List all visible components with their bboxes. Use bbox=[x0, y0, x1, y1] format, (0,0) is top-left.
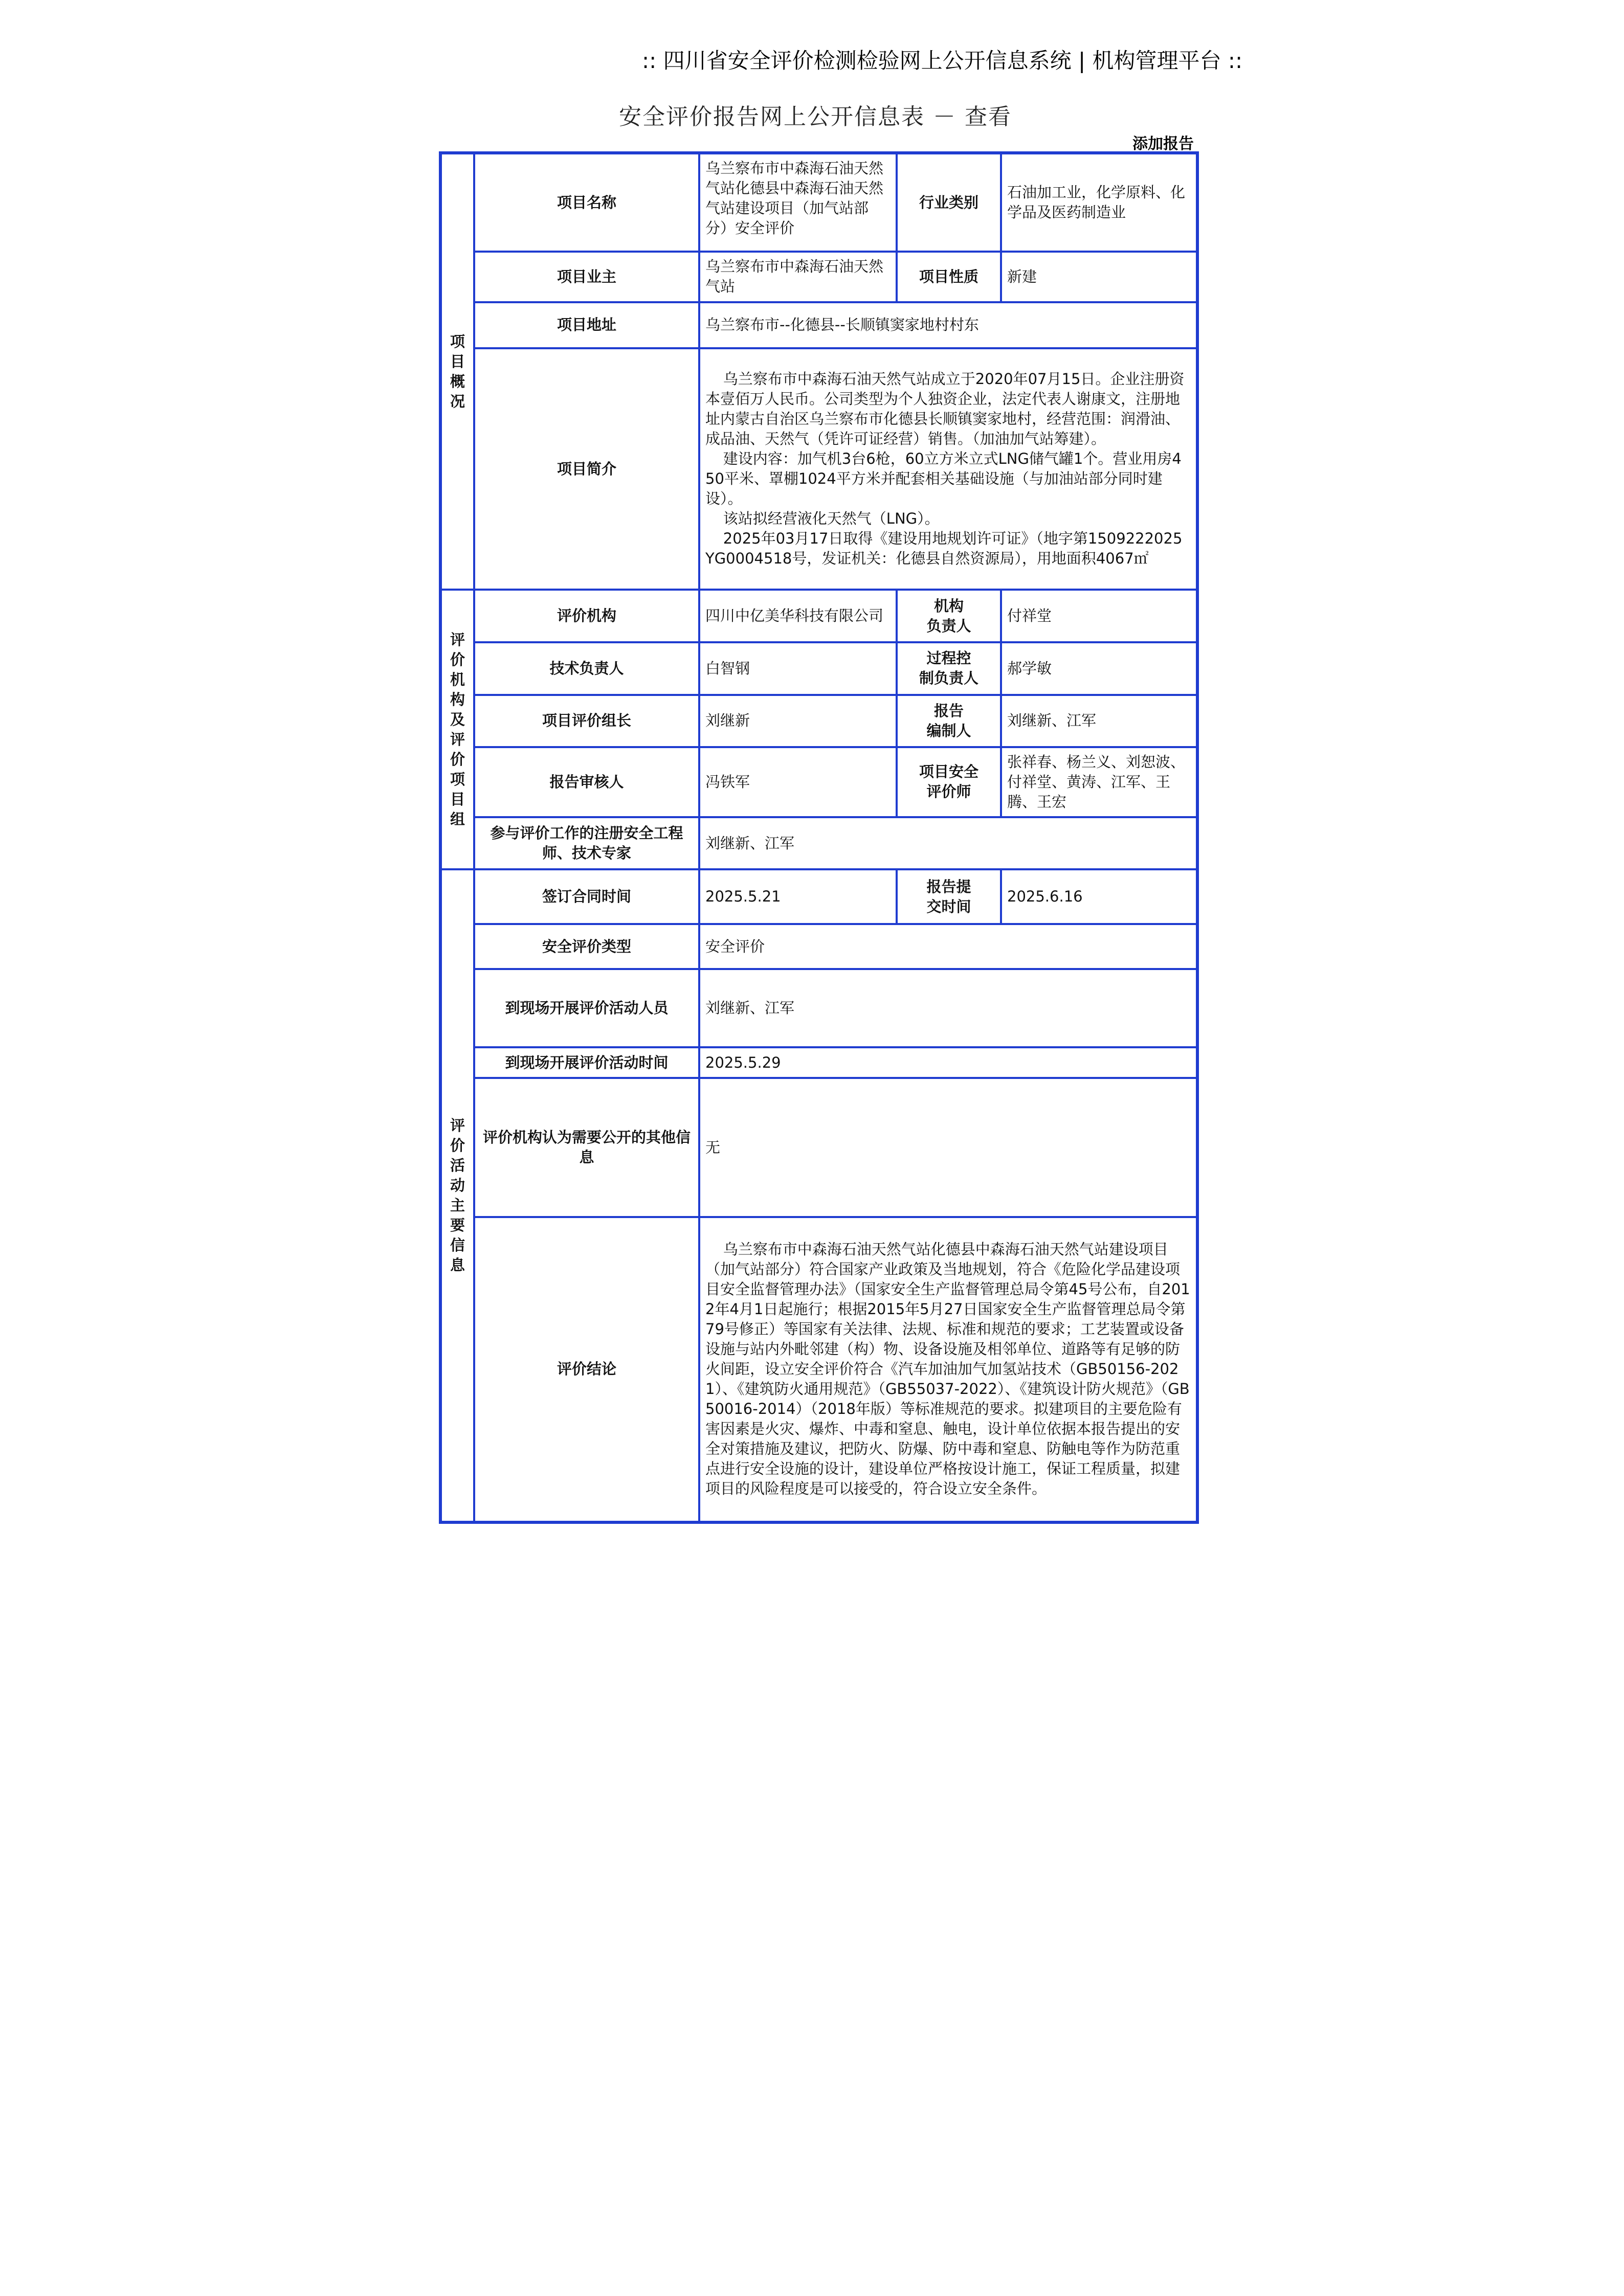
table-row bbox=[440, 153, 1197, 252]
section-overview: 项目概况 bbox=[440, 153, 474, 590]
value-contract-time: 2025.5.21 bbox=[699, 869, 897, 924]
value-intro bbox=[699, 348, 1197, 590]
value-conclusion bbox=[699, 1217, 1197, 1522]
intro-paragraph: 该站拟经营液化天然气（LNG）。 bbox=[723, 510, 940, 528]
table-row bbox=[440, 969, 1197, 1047]
value-safety-evaluators: 张祥春、杨兰义、刘恕波、付祥堂、黄涛、江军、王腾、王宏 bbox=[1001, 747, 1197, 817]
intro-paragraph: 建设内容：加气机3台6枪，60立方米立式LNG储气罐1个。营业用房450平米、罩棚1024平方米并配套相关基础设施（与加油站部分同时建设）。 bbox=[705, 450, 1182, 508]
table-row bbox=[440, 302, 1197, 348]
label-report-author: 报告 编制人 bbox=[897, 695, 1001, 748]
table-row bbox=[440, 817, 1197, 870]
table-row bbox=[440, 695, 1197, 748]
label-project-name: 项目名称 bbox=[474, 153, 699, 252]
label-team-leader: 项目评价组长 bbox=[474, 695, 699, 748]
table-row bbox=[440, 924, 1197, 969]
value-experts: 刘继新、江军 bbox=[699, 817, 1197, 870]
value-industry: 石油加工业，化学原料、化学品及医药制造业 bbox=[1001, 153, 1197, 252]
table-row bbox=[440, 348, 1197, 590]
label-org-head: 机构 负责人 bbox=[897, 590, 1001, 642]
table-row bbox=[440, 1078, 1197, 1217]
label-submit-time: 报告提 交时间 bbox=[897, 869, 1001, 924]
value-owner: 乌兰察布市中森海石油天然气站 bbox=[699, 252, 897, 302]
label-industry: 行业类别 bbox=[897, 153, 1001, 252]
label-intro: 项目简介 bbox=[474, 348, 699, 590]
value-other-info: 无 bbox=[699, 1078, 1197, 1217]
table-row bbox=[440, 1047, 1197, 1078]
label-tech-head: 技术负责人 bbox=[474, 642, 699, 695]
label-nature: 项目性质 bbox=[897, 252, 1001, 302]
label-onsite-people: 到现场开展评价活动人员 bbox=[474, 969, 699, 1047]
value-onsite-people: 刘继新、江军 bbox=[699, 969, 1197, 1047]
label-address: 项目地址 bbox=[474, 302, 699, 348]
label-contract-time: 签订合同时间 bbox=[474, 869, 699, 924]
conclusion-paragraph: 乌兰察布市中森海石油天然气站化德县中森海石油天然气站建设项目（加气站部分）符合国家产业政策及当地规划，符合《危险化学品建设项目安全监督管理办法》（国家安全生产监督管理总局令第45号公布，自2012年4月1日起施行；根据2015年5月27日国家安全生产监督管理总局令第79号修正）等国家有关法律、法规、标准和规范的要求；工艺装置或设备设施与站内外毗邻建（构）物、设备设施及相邻单位、道路等有足够的防火间距，设立安全评价符合《汽车加油加气加氢站技术（GB50156-2021）、《建筑防火通用规范》（GB55037-2022）、《建筑设计防火规范》（GB50016-2014）（2018年版）等标准规范的要求。拟建项目的主要危险有害因素是火灾、爆炸、中毒和窒息、触电，设计单位依据本报告提出的安全对策措施及建议，把防火、防爆、防中毒和窒息、防触电等作为防范重点进行安全设施的设计，建设单位严格按设计施工，保证工程质量，拟建项目的风险程度是可以接受的，符合设立安全条件。 bbox=[705, 1241, 1190, 1498]
value-nature: 新建 bbox=[1001, 252, 1197, 302]
label-other-info: 评价机构认为需要公开的其他信息 bbox=[474, 1078, 699, 1217]
label-safety-evaluators: 项目安全 评价师 bbox=[897, 747, 1001, 817]
label-onsite-time: 到现场开展评价活动时间 bbox=[474, 1047, 699, 1078]
info-table bbox=[439, 151, 1199, 1524]
value-process-head: 郝学敏 bbox=[1001, 642, 1197, 695]
label-experts: 参与评价工作的注册安全工程师、技术专家 bbox=[474, 817, 699, 870]
value-tech-head: 白智钢 bbox=[699, 642, 897, 695]
table-row bbox=[440, 642, 1197, 695]
label-eval-type: 安全评价类型 bbox=[474, 924, 699, 969]
value-reviewer: 冯铁军 bbox=[699, 747, 897, 817]
label-conclusion: 评价结论 bbox=[474, 1217, 699, 1522]
table-row bbox=[440, 590, 1197, 642]
info-table-wrapper bbox=[439, 151, 1196, 1524]
value-submit-time: 2025.6.16 bbox=[1001, 869, 1197, 924]
label-eval-org: 评价机构 bbox=[474, 590, 699, 642]
value-team-leader: 刘继新 bbox=[699, 695, 897, 748]
table-row bbox=[440, 1217, 1197, 1522]
label-process-head: 过程控 制负责人 bbox=[897, 642, 1001, 695]
intro-paragraph: 2025年03月17日取得《建设用地规划许可证》（地字第1509222025YG0004518号，发证机关：化德县自然资源局），用地面积4067㎡ bbox=[705, 530, 1183, 568]
table-row bbox=[440, 747, 1197, 817]
value-onsite-time: 2025.5.29 bbox=[699, 1047, 1197, 1078]
label-owner: 项目业主 bbox=[474, 252, 699, 302]
label-reviewer: 报告审核人 bbox=[474, 747, 699, 817]
value-address: 乌兰察布市--化德县--长顺镇窦家地村村东 bbox=[699, 302, 1197, 348]
intro-paragraph: 乌兰察布市中森海石油天然气站成立于2020年07月15日。企业注册资本壹佰万人民币。公司类型为个人独资企业，法定代表人谢康文，注册地址内蒙古自治区乌兰察布市化德县长顺镇窦家地村，经营范围：润滑油、成品油、天然气（凭许可证经营）销售。（加油加气站筹建）。 bbox=[705, 370, 1185, 448]
table-row bbox=[440, 869, 1197, 924]
system-header: :: 四川省安全评价检测检验网上公开信息系统 | 机构管理平台 :: bbox=[642, 48, 1243, 73]
value-eval-org: 四川中亿美华科技有限公司 bbox=[699, 590, 897, 642]
value-report-author: 刘继新、江军 bbox=[1001, 695, 1197, 748]
page-title: 安全评价报告网上公开信息表 － 查看 bbox=[619, 104, 1012, 130]
value-project-name: 乌兰察布市中森海石油天然气站化德县中森海石油天然气站建设项目（加气站部分）安全评价 bbox=[699, 153, 897, 252]
add-report-link[interactable]: 添加报告 bbox=[1132, 135, 1194, 153]
section-activity: 评价活动主要信息 bbox=[440, 869, 474, 1522]
table-row bbox=[440, 252, 1197, 302]
value-eval-type: 安全评价 bbox=[699, 924, 1197, 969]
section-org: 评价机构及评价项目组 bbox=[440, 590, 474, 869]
value-org-head: 付祥堂 bbox=[1001, 590, 1197, 642]
